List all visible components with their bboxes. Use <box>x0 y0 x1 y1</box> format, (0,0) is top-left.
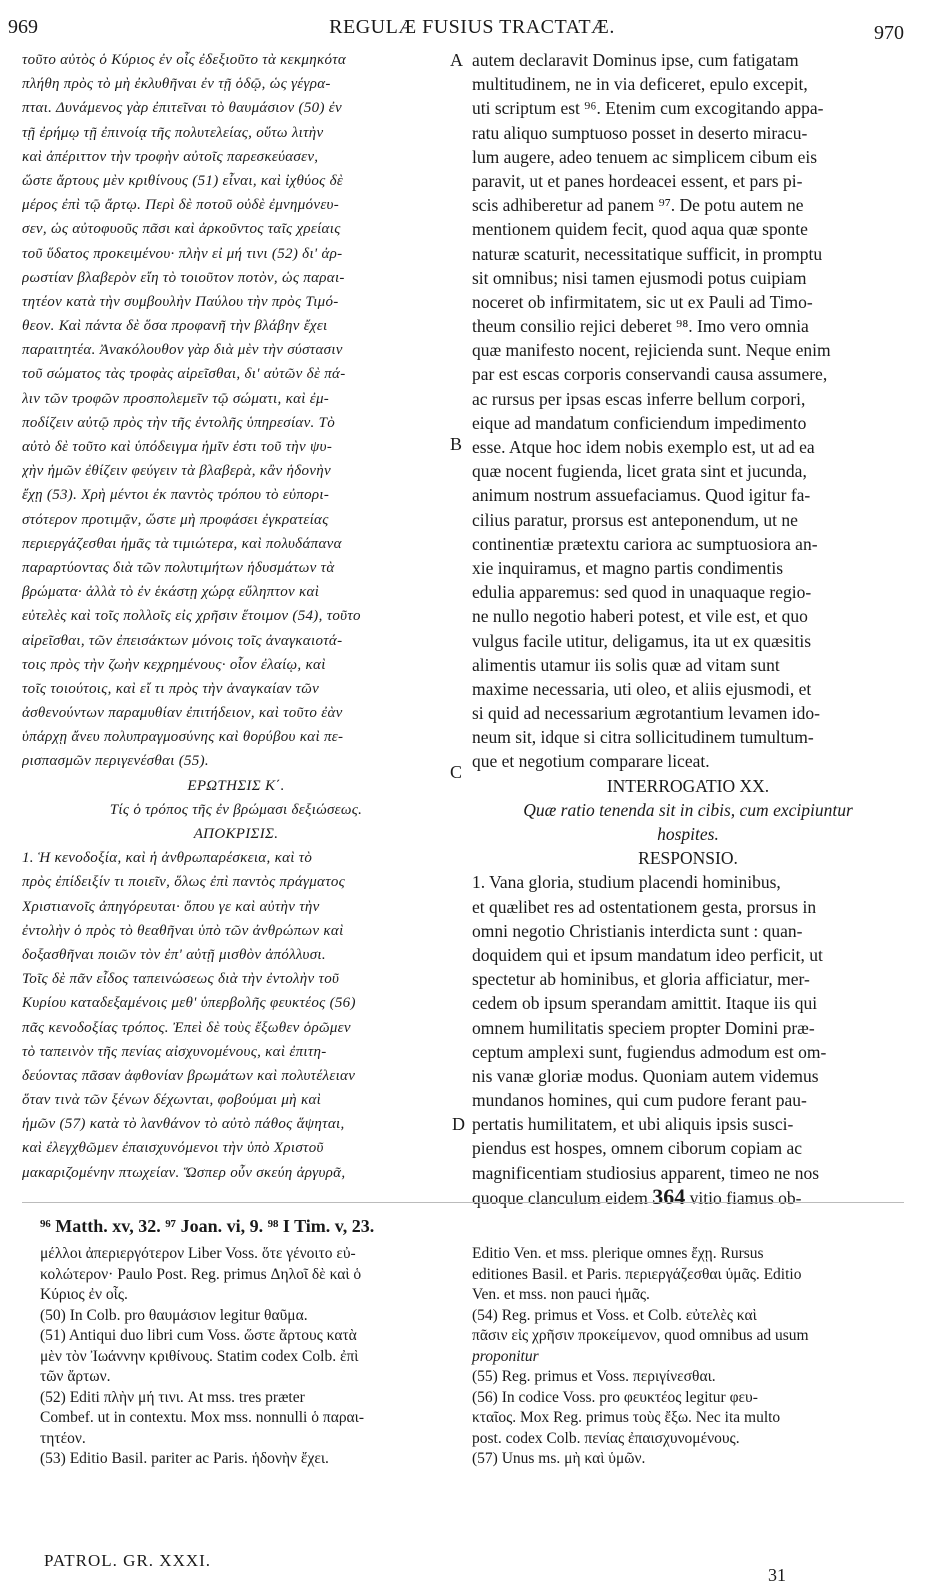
latin-answer-line: spectetur ab hominibus, et gloria afficiatur, mer- <box>472 969 810 990</box>
latin-answer-text: quoque clanculum eidem <box>472 1187 653 1208</box>
latin-answer-line: omni negotio Christianis interdicta sunt : quan- <box>472 920 803 941</box>
greek-answer-line: 1. Ἡ κενοδοξία, καὶ ἡ ἀνθρωπαρέσκεια, καὶ τὸ <box>22 850 313 867</box>
greek-text-line: ἔχῃ (53). Χρὴ μέντοι ἐκ παντὸς τρόπου τὸ εὐπορι- <box>22 487 330 504</box>
greek-text-line: τοῦ ὕδατος προκειμένου· πλὴν εἰ μή τινι (52) δι' ἀρ- <box>22 245 343 262</box>
greek-text-line: σεν, ὡς αὐτοφυοῦς πᾶσι καὶ ἀρκοῦντος ταῖς χρείαις <box>22 221 341 238</box>
latin-answer-line: omnem humilitatis speciem propter Domini præ- <box>472 1017 815 1038</box>
greek-text-line: τοις πρὸς τὴν ζωὴν κεχρημένους· οἷον ἐλαίῳ, καὶ <box>22 656 326 673</box>
latin-text-line: cilius paratur, prorsus est anteponendum, ut ne <box>472 509 798 530</box>
greek-answer-line: ὅταν τινὰ τῶν ξένων δέχωνται, φοβούμαι μὴ καὶ <box>22 1092 322 1109</box>
latin-text-line: theum consilio rejici deberet ⁹⁸. Imo vero omnia <box>472 316 809 337</box>
greek-answer-line: Κυρίου καταδεξαμένοις μεθ' ὑπερβολῆς φευκτέος (56) <box>22 995 356 1012</box>
greek-text-line: τοῖς τοιούτοις, καὶ εἴ τι πρὸς τὴν ἀναγκαίαν τῶν <box>22 680 320 697</box>
latin-answer-line: cedem ob ipsum sperandam amittit. Itaque iis qui <box>472 993 818 1014</box>
greek-text-line: στότερον προτιμᾷν, ὥστε μὴ προφάσει ἐγκρατείας <box>22 511 329 528</box>
greek-text-line: παραιτητέα. Ἀνακόλουθον γὰρ διὰ μὲν τὴν σύστασιν <box>22 342 343 359</box>
footnote-line: (54) Reg. primus et Voss. et Colb. εὐτελὲς καὶ <box>472 1306 757 1324</box>
latin-text-line: scis adhiberetur ad panem ⁹⁷. De potu autem ne <box>472 195 804 216</box>
latin-answer-line: et quælibet res ad ostentationem gesta, prorsus in <box>472 896 817 917</box>
greek-text-line: βρώματα· ἀλλὰ τὸ ἐν ἑκάστῃ χώρᾳ εὔληπτον καὶ <box>22 584 320 601</box>
latin-text-line: quæ manifesto nocent, rejicienda sunt. Neque enim <box>472 340 831 361</box>
footnote-line: (53) Editio Basil. pariter ac Paris. ἡδονὴν ἔχει. <box>40 1450 329 1467</box>
footnote-line: proponitur <box>472 1347 539 1365</box>
greek-answer-line: δεύοντας πᾶσαν ἀφθονίαν βρωμάτων καὶ πολυτέλειαν <box>22 1067 356 1084</box>
greek-text-line: τοῦτο αὐτὸς ὁ Κύριος ἐν οἷς ἐδεξιοῦτο τὰ κεκμηκότα <box>22 52 347 68</box>
footnote-line: τῶν ἄρτων. <box>40 1368 111 1385</box>
greek-answer-line: πᾶς κενοδοξίας τρόπος. Ἐπεὶ δὲ τοὺς ἔξωθεν ὁρῶμεν <box>22 1019 351 1036</box>
footnote-line: κολώτερον· Paulo Post. Reg. primus Δηλοῖ δὲ καὶ ὁ <box>40 1265 362 1283</box>
scripture-references: ⁹⁶ Matth. xv, 32. ⁹⁷ Joan. vi, 9. ⁹⁸ I Tim. v, 23. <box>40 1216 375 1236</box>
greek-text-line: καὶ ἀπέριττον τὴν τροφὴν αὐτοῖς παρεσκεύασεν, <box>22 148 319 165</box>
running-title: REGULÆ FUSIUS TRACTATÆ. <box>329 16 615 38</box>
greek-text-line: ἀσθενούντων παραμυθίαν ἐπιτήδειον, καὶ τοῦτο ἐὰν <box>22 705 343 722</box>
greek-text-line: ὥστε ἄρτους μὲν κριθίνους (51) εἶναι, καὶ ἰχθύος δὲ <box>22 172 344 189</box>
latin-text-line: neum sit, idque si citra sollicitudinem tumultum- <box>472 727 814 748</box>
greek-text-line: ὑπάρχῃ ἄνευ πολυπραγμοσύνης καὶ θορύβου καὶ πε- <box>22 729 344 746</box>
latin-text-line: edulia apparemus: sed quod in unaquaque regio- <box>472 582 812 603</box>
latin-text-line: si quid ad necessarium ægrotantium levamen ido- <box>472 703 820 724</box>
margin-mark-a: A <box>450 50 463 70</box>
margin-mark-b: B <box>450 434 463 454</box>
latin-text-line: naturæ scaturit, necessitatique sufficit, in promptu <box>472 243 823 264</box>
greek-answer-line: Χριστιανοῖς ἀπηγόρευται· ὅπου γε καὶ αὐτὴν τὴν <box>22 898 320 915</box>
greek-text-line: αὐτὸ δὲ τοῦτο καὶ ὑπόδειγμα ἡμῖν ἐστι τοῦ τὴν ψυ- <box>22 439 333 455</box>
greek-text-line: ρωστίαν βλαβερὸν εἴη τὸ τοιοῦτον ποτὸν, ὡς παραι- <box>22 269 345 286</box>
latin-question-heading: INTERROGATIO XX. <box>606 775 770 796</box>
greek-answer-line: μακαριζομένην πτωχείαν. Ὥσπερ οὖν σκεύη ἀργυρᾶ, <box>22 1164 346 1181</box>
latin-answer-line: piendus est hospes, omnem ciborum copiam ac <box>472 1138 802 1159</box>
footnote-line: μέλλοι ἀπεριεργότερον Liber Voss. ὅτε γένοιτο εὐ- <box>40 1245 356 1262</box>
latin-answer-line: ceptum amplexi sunt, fugiendus admodum est om- <box>472 1041 827 1062</box>
notes-right <box>472 1244 904 1470</box>
greek-text-line: τητέον κατὰ τὴν συμβουλὴν Παύλου τὴν πρὸς Τιμό- <box>22 293 339 310</box>
latin-text-line: lum augere, adeo tenuem ac simplicem cibum eis <box>472 146 818 167</box>
latin-text-line: mentionem quidem fecit, quod aqua quæ sponte <box>472 219 808 240</box>
latin-answer-line: 1. Vana gloria, studium placendi hominibus, <box>472 872 781 893</box>
latin-column <box>472 48 904 1209</box>
latin-text-line: ac rursus per ipsas escas inferre bellum corpori, <box>472 388 806 409</box>
latin-text-line: quæ nocent fugienda, licet grata sint et jucunda, <box>472 461 807 482</box>
footnote-line: (57) Unus ms. μὴ καὶ ὑμῶν. <box>472 1450 646 1467</box>
latin-text-line: ne nullo negotio haberi potest, et vile est, et quo <box>472 606 808 627</box>
greek-question-heading: ΕΡΩΤΗΣΙΣ Κ΄. <box>187 777 285 794</box>
latin-question-title-cont: hospites. <box>657 824 719 844</box>
footnote-line: κταῖος. Mox Reg. primus τοὺς ἔξω. Nec ita multo <box>472 1409 781 1426</box>
page-number-right: 970 <box>874 22 904 44</box>
greek-answer-line: τὸ ταπεινὸν τῆς πενίας αἰσχυνομένους, καὶ ἐπιτη- <box>22 1043 327 1060</box>
running-header <box>0 16 944 46</box>
greek-text-line: εὐτελὲς καὶ τοῖς πολλοῖς εἰς χρῆσιν ἕτοιμον (54), τοῦτο <box>22 608 361 625</box>
greek-text-line: παραρτύοντας διὰ τῶν πολυτιμήτων ἡδυσμάτων τὰ <box>22 559 335 576</box>
greek-answer-line: ἡμῶν (57) κατὰ τὸ λανθάνον τὸ αὐτὸ πάθος ἅψηται, <box>22 1116 345 1133</box>
greek-answer-line: δοξασθῆναι ποιῶν τὸν ἐπ' αὐτῇ μισθὸν ἀπόλλυσι. <box>22 946 326 963</box>
greek-text-line: πται. Δυνάμενος γὰρ ἐπιτεῖναι τὸ θαυμάσιον (50) ἐν <box>22 100 342 117</box>
signature-number: 31 <box>768 1565 786 1585</box>
greek-text-line: αἱρεῖσθαι, τῶν ἐπεισάκτων μόνοις τοῖς ἀναγκαιοτά- <box>22 632 343 649</box>
footnote-line: (52) Editi πλὴν μή τινι. At mss. tres præter <box>40 1388 305 1406</box>
latin-text-line: uti scriptum est ⁹⁶. Etenim cum excogitando appa- <box>472 98 824 119</box>
latin-text-line: maxime necessaria, uti oleo, et aliis ejusmodi, et <box>472 678 812 699</box>
notes-left <box>40 1244 450 1470</box>
greek-text-line: περιεργάζεσθαι ἡμᾶς τὰ τιμιώτερα, καὶ πολυδάπανα <box>22 535 342 552</box>
greek-answer-line: Τοῖς δὲ πᾶν εἶδος ταπεινώσεως διὰ τὴν ἐντολὴν τοῦ <box>22 971 340 988</box>
latin-text-line: multitudinem, ne in via deficeret, epulo excepit, <box>472 74 808 95</box>
greek-question-title: Τίς ὁ τρόπος τῆς ἐν βρώμασι δεξιώσεως. <box>109 801 363 818</box>
greek-text-line: πλήθη πρὸς τὸ μὴ ἐκλυθῆναι ἐν τῇ ὁδῷ, ὡς γέγρα- <box>22 76 331 93</box>
latin-answer-line-last <box>472 1185 904 1209</box>
patrologia-footer: PATROL. GR. XXXI. <box>44 1551 212 1570</box>
latin-text-line: par est escas corporis conservandi causa assumere, <box>472 364 828 385</box>
latin-text-line: alimentis utamur iis solis quæ ad vitam sunt <box>472 654 780 675</box>
column-number: 364 <box>652 1184 686 1209</box>
latin-text-line: xie inquiramus, et magno partis condimentis <box>472 557 784 578</box>
footnote-rule <box>22 1202 904 1203</box>
margin-mark-c: C <box>450 762 463 782</box>
footnote-line: post. codex Colb. πενίας ἐπαισχυνομένους. <box>472 1429 740 1447</box>
greek-text-line: μέρος ἐπὶ τῷ ἄρτῳ. Περὶ δὲ ποτοῦ οὐδὲ ἐμνημόνευ- <box>22 197 340 214</box>
latin-answer-text: vitio fiamus ob- <box>685 1187 802 1208</box>
latin-answer-line: doquidem qui et ipsum mandatum ideo perficit, ut <box>472 944 823 965</box>
greek-text-line: θεον. Καὶ πάντα δὲ ὅσα προφανῆ τὴν βλάβην ἔχει <box>22 318 328 335</box>
latin-text-line: ratu aliquo sumptuoso posset in deserto miracu- <box>472 122 808 143</box>
latin-text-line: noceret ob infirmitatem, sic ut ex Pauli ad Timo- <box>472 291 813 312</box>
greek-text-line: τῇ ἐρήμῳ τῇ ἐπινοίᾳ τῆς πολυτελείας, οὕτω λιτὴν <box>22 124 324 141</box>
footnote-line: (50) In Colb. pro θαυμάσιον legitur θαῦμα. <box>40 1306 308 1324</box>
greek-text-line: ρισπασμῶν περιγενέσθαι (55). <box>22 753 209 770</box>
footnote-line: (55) Reg. primus et Voss. περιγίνεσθαι. <box>472 1368 716 1385</box>
greek-column <box>22 48 450 1185</box>
footnote-line: Κύριος ἐν οἷς. <box>40 1286 128 1303</box>
margin-mark-d: D <box>452 1114 465 1134</box>
latin-text-line: vulgus facile utitur, deligamus, ita ut ex quæsitis <box>472 630 812 651</box>
latin-question-title: Quæ ratio tenenda sit in cibis, cum excipiuntur <box>523 799 853 820</box>
latin-text-line: autem declaravit Dominus ipse, cum fatigatam <box>472 50 799 70</box>
page-number-left: 969 <box>8 16 38 38</box>
latin-answer-line: nis vanæ gloriæ modus. Quoniam autem videmus <box>472 1065 819 1086</box>
greek-answer-line: πρὸς ἐπίδειξίν τι ποιεῖν, ὅλως ἐπὶ παντὸς πράγματος <box>22 874 346 891</box>
greek-text-line: λιν τῶν τροφῶν προσπολεμεῖν τῷ σώματι, καὶ ἐμ- <box>22 390 330 407</box>
latin-text-line: que et negotium comparare liceat. <box>472 751 710 772</box>
footnote-line: τητέον. <box>40 1429 86 1447</box>
greek-answer-line: καὶ ἐλεγχθῶμεν ἐπαισχυνόμενοι τὴν ὑπὸ Χριστοῦ <box>22 1140 324 1157</box>
greek-answer-line: ἐντολὴν ὁ πρὸς τὸ θεαθῆναι ὑπὸ τῶν ἀνθρώπων καὶ <box>22 922 344 939</box>
greek-text-line: χὴν ἡμῶν ἐθίζειν φεύγειν τὰ βλαβερὰ, κἂν ἡδονὴν <box>22 463 331 480</box>
footnote-line: Combef. ut in contextu. Mox mss. nonnulli ὁ παραι- <box>40 1409 365 1426</box>
latin-text-line: animum nostrum assuefaciamus. Quod igitur fa- <box>472 485 811 506</box>
latin-text-line: esse. Atque hoc idem nobis exemplo est, ut ad ea <box>472 437 815 457</box>
greek-text-line: ποδίζειν αὐτῷ πρὸς τὴν τῆς ἐντολῆς ὑπηρεσίαν. Τὸ <box>22 414 336 431</box>
footnote-line: (56) In codice Voss. pro φευκτέος legitur φευ- <box>472 1388 758 1406</box>
latin-text-line: sit omnibus; nisi tamen ejusmodi potus cuipiam <box>472 267 807 288</box>
greek-answer-heading: ΑΠΟΚΡΙΣΙΣ. <box>193 826 279 842</box>
latin-answer-line: mundanos homines, qui cum pudore ferant pau- <box>472 1090 807 1111</box>
footnote-line: πᾶσιν εἰς χρῆσιν προκείμενον, quod omnibus ad usum <box>472 1327 809 1344</box>
footnote-line: Editio Ven. et mss. plerique omnes ἔχῃ. Rursus <box>472 1245 764 1262</box>
latin-answer-heading: RESPONSIO. <box>638 848 738 869</box>
latin-text-line: paravit, ut et panes hordeacei essent, et pars pi- <box>472 170 803 191</box>
footnote-line: (51) Antiqui duo libri cum Voss. ὥστε ἄρτους κατὰ <box>40 1327 357 1344</box>
footnote-line: μὲν τὸν Ἰωάννην κριθίνους. Statim codex Colb. ἐπὶ <box>40 1347 359 1365</box>
latin-answer-line: magnificentiam studiosius apparent, timeo ne nos <box>472 1162 820 1183</box>
latin-text-line: eique ad mandatum conficiendum impedimento <box>472 412 807 433</box>
footnote-line: Ven. et mss. non pauci ἡμᾶς. <box>472 1286 650 1303</box>
latin-text-line: continentiæ prætextu cariora ac sumptuosiora an- <box>472 533 818 554</box>
latin-answer-line: pertatis humilitatem, et ubi aliquis ipsis susci- <box>472 1114 794 1135</box>
greek-text-line: τοῦ σώματος τὰς τροφὰς αἱρεῖσθαι, δι' αὐτῶν δὲ πά- <box>22 366 346 383</box>
footnote-line: editiones Basil. et Paris. περιεργάζεσθαι ὑμᾶς. Editio <box>472 1265 802 1283</box>
